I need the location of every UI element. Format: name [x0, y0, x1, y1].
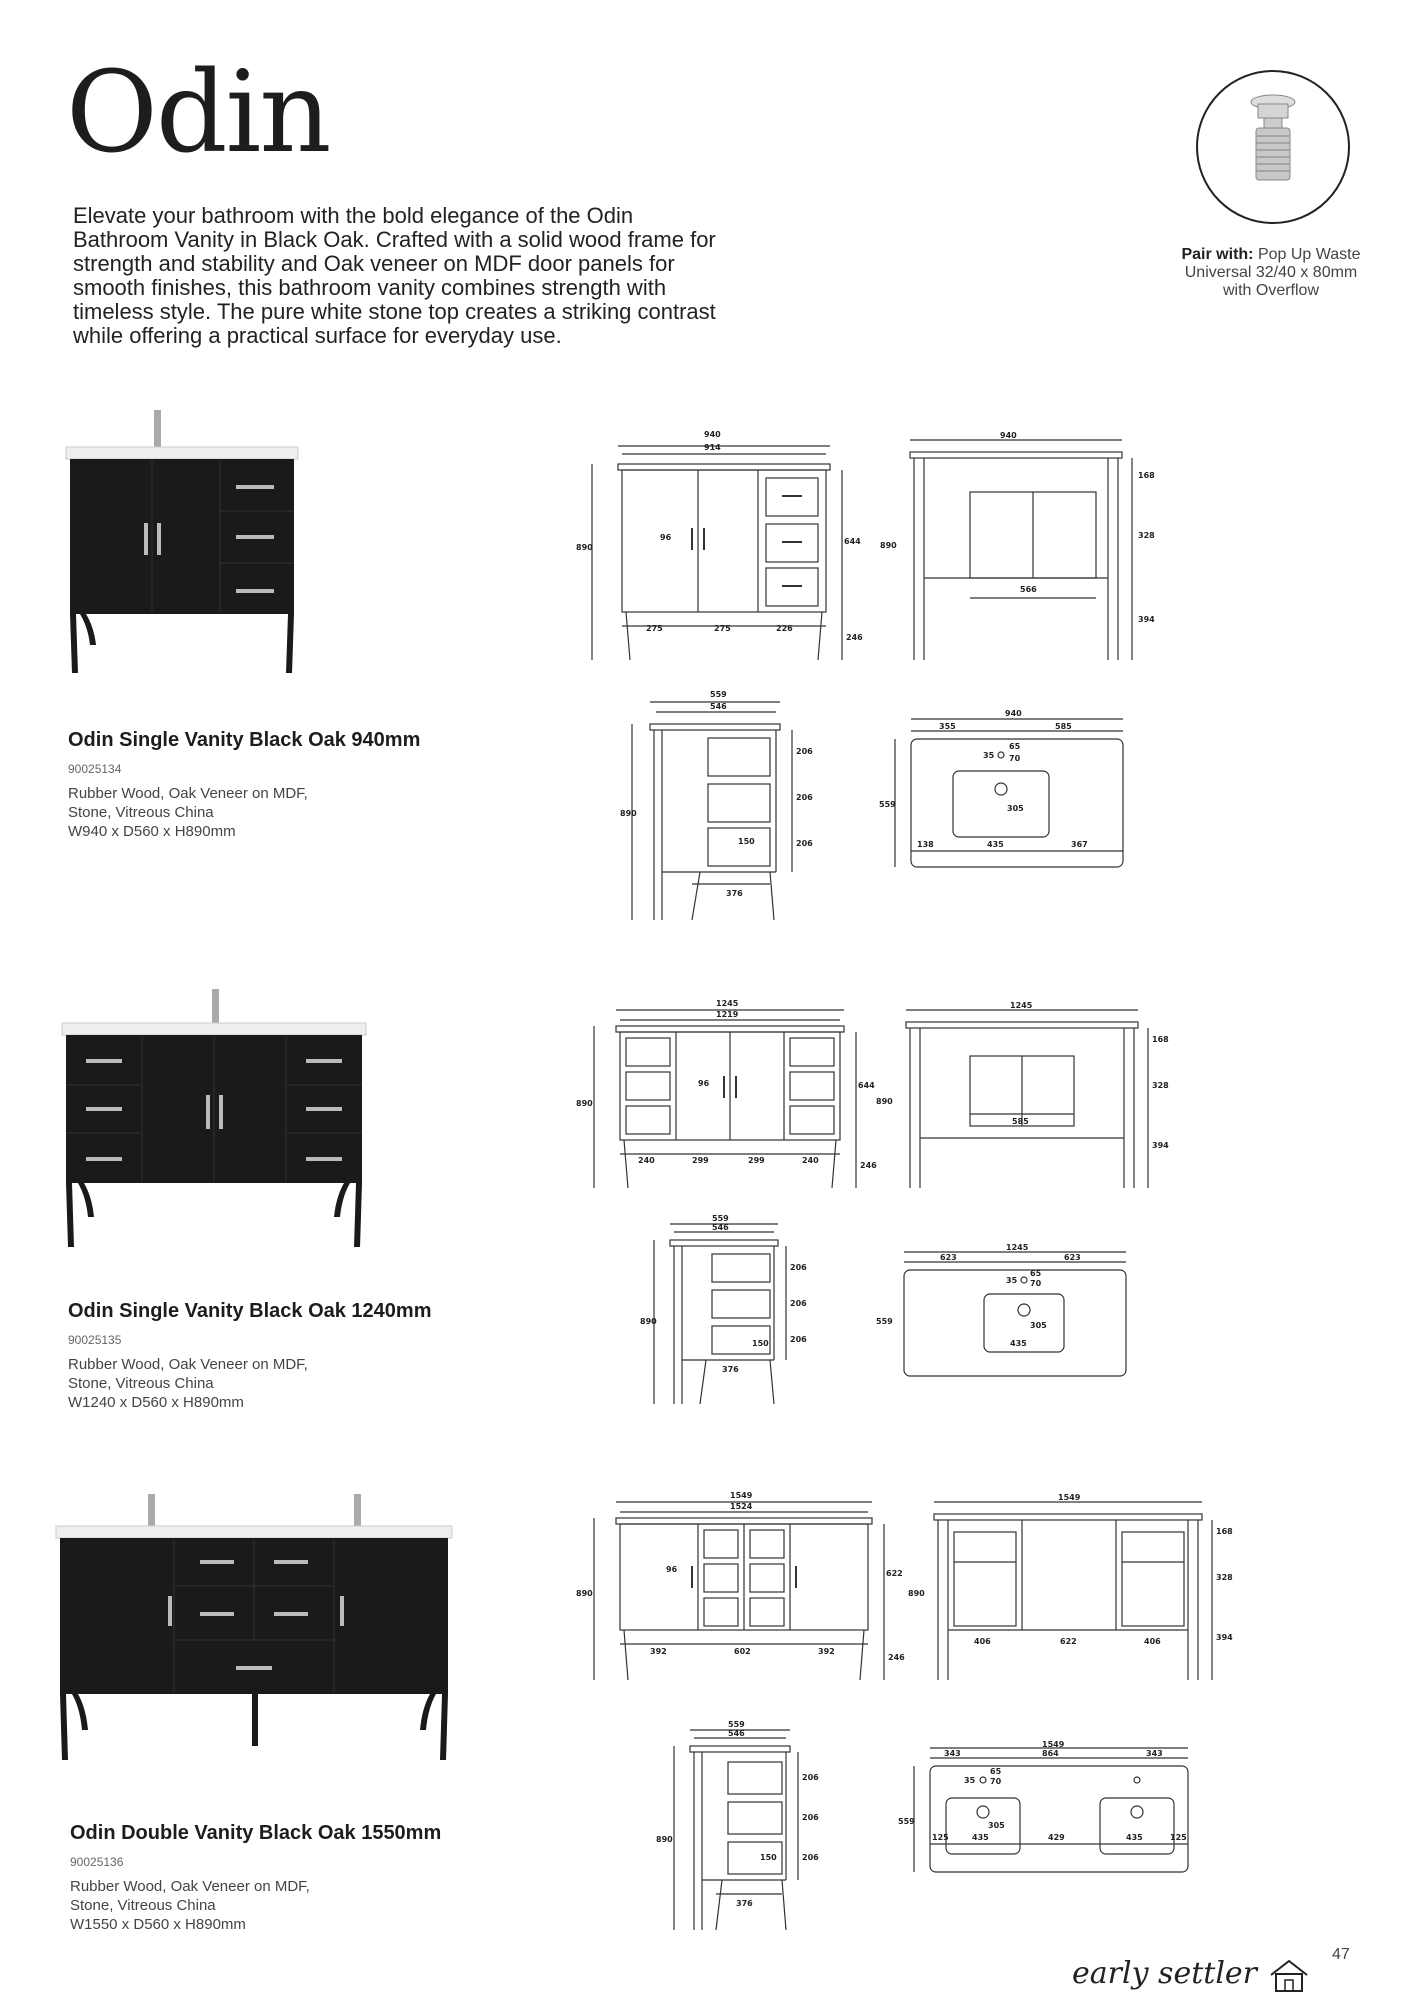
dim-col3: 299: [748, 1156, 765, 1165]
dim-basin-width: 435: [987, 840, 1004, 849]
side-elevation-940: [620, 688, 830, 928]
dim-height: 890: [908, 1589, 925, 1598]
brand-logo-text: early settler: [1072, 1956, 1258, 1991]
dim-right: 585: [1055, 722, 1072, 731]
product-code-1240: 90025135: [68, 1333, 122, 1347]
product-spec-1240: [68, 1355, 308, 1412]
back-elevation-1240: [876, 998, 1170, 1198]
front-elevation-1550: [576, 1490, 910, 1690]
pair-with-caption: [1160, 246, 1382, 300]
dim-row3: 206: [796, 839, 813, 848]
product-spec-940: [68, 784, 308, 841]
dim-row1: 206: [802, 1773, 819, 1782]
dim-tap-1: 65: [990, 1767, 1002, 1776]
pop-up-waste-image: [1196, 70, 1350, 224]
dim-body: 644: [844, 537, 861, 546]
dim-handle: 96: [698, 1079, 710, 1088]
dim-height: 890: [620, 809, 637, 818]
dim-edge-left: 138: [917, 840, 934, 849]
front-elevation-940: [576, 428, 870, 668]
dim-leg: 246: [888, 1653, 905, 1662]
dim-width-outer: 1245: [716, 999, 739, 1008]
dim-depth-inner: 546: [728, 1729, 745, 1738]
dim-bay1: 406: [974, 1637, 991, 1646]
dim-tap-1: 65: [1030, 1269, 1042, 1278]
dim-tap-2: 70: [1009, 754, 1021, 763]
dim-left: 623: [940, 1253, 957, 1262]
product-name-1550: Odin Double Vanity Black Oak 1550mm: [70, 1822, 442, 1844]
dim-basin1: 435: [972, 1833, 989, 1842]
dim-depth-outer: 559: [710, 690, 727, 699]
dim-edge-right: 367: [1071, 840, 1088, 849]
dim-depth: 559: [898, 1817, 915, 1826]
dim-depth: 559: [879, 800, 896, 809]
back-elevation-1550: [908, 1490, 1242, 1690]
material-line2: Stone, Vitreous China: [70, 1897, 216, 1914]
dim-basin-depth: 305: [1007, 804, 1024, 813]
dim-mid: 328: [1138, 531, 1155, 540]
dim-row1: 206: [796, 747, 813, 756]
dim-base: 376: [736, 1899, 753, 1908]
dim-basin-width: 435: [1010, 1339, 1027, 1348]
dim-body: 644: [858, 1081, 875, 1090]
product-photo-940: [66, 405, 306, 680]
dim-tap-hole: 35: [964, 1776, 976, 1785]
dim-col1: 275: [646, 624, 663, 633]
pair-with-line3: with Overflow: [1222, 282, 1320, 299]
dim-handle: 96: [660, 533, 672, 542]
dim-depth-outer: 559: [728, 1720, 745, 1729]
dim-height: 890: [876, 1097, 893, 1106]
dim-basin-depth: 305: [988, 1821, 1005, 1830]
dim-between: 429: [1048, 1833, 1065, 1842]
side-elevation-1240: [640, 1212, 820, 1412]
page-number: 47: [1332, 1946, 1350, 1963]
dim-bot: 394: [1152, 1141, 1169, 1150]
dim-opening: 585: [1012, 1117, 1029, 1126]
product-name-940: Odin Single Vanity Black Oak 940mm: [68, 729, 421, 751]
dim-depth: 559: [876, 1317, 893, 1326]
dim-tap-2: 70: [990, 1777, 1002, 1786]
dim-top: 168: [1138, 471, 1155, 480]
dim-opening: 566: [1020, 585, 1037, 594]
dim-row3: 206: [790, 1335, 807, 1344]
dim-mid: 328: [1216, 1573, 1233, 1582]
top-view-1550: [900, 1740, 1200, 1880]
dim-top: 168: [1216, 1527, 1233, 1536]
dimensions: W940 x D560 x H890mm: [68, 823, 236, 840]
material-line1: Rubber Wood, Oak Veneer on MDF,: [70, 1878, 310, 1895]
intro-paragraph: Elevate your bathroom with the bold elegance of the Odin Bathroom Vanity in Black Oak. Crafted with a solid wood frame for strength and stability and Oak veneer on MDF door panels for smooth finishes, this bathroom vanity combines strength with timeless style. The pure white stone top creates a striking contrast while offering a practical surface for everyday use.: [73, 203, 716, 348]
product-photo-1240: [62, 985, 372, 1255]
dim-inner: 864: [1042, 1749, 1059, 1758]
back-elevation-940: [880, 428, 1170, 668]
dim-width-outer: 940: [704, 430, 721, 439]
dim-height: 890: [880, 541, 897, 550]
top-view-1240: [876, 1242, 1140, 1382]
product-code-940: 90025134: [68, 762, 122, 776]
material-line2: Stone, Vitreous China: [68, 1375, 214, 1392]
dim-tap-2: 70: [1030, 1279, 1042, 1288]
product-photo-1550: [56, 1490, 456, 1770]
dim-bot: 394: [1138, 615, 1155, 624]
material-line1: Rubber Wood, Oak Veneer on MDF,: [68, 1356, 308, 1373]
dim-width-inner: 914: [704, 443, 721, 452]
dim-height: 890: [576, 1589, 593, 1598]
dim-depth-outer: 559: [712, 1214, 729, 1223]
pop-up-waste-icon: [1198, 72, 1348, 222]
pair-with-line2: Universal 32/40 x 80mm: [1184, 264, 1358, 281]
dim-width: 1245: [1010, 1001, 1033, 1010]
material-line1: Rubber Wood, Oak Veneer on MDF,: [68, 785, 308, 802]
dim-bay3: 406: [1144, 1637, 1161, 1646]
dim-row2: 206: [790, 1299, 807, 1308]
dim-drawer: 150: [752, 1339, 769, 1348]
dimensions: W1550 x D560 x H890mm: [70, 1916, 246, 1933]
product-name-1240: Odin Single Vanity Black Oak 1240mm: [68, 1300, 432, 1322]
dim-mid: 328: [1152, 1081, 1169, 1090]
dim-edge-right: 125: [1170, 1833, 1187, 1842]
pair-with-label: Pair with:: [1181, 246, 1254, 263]
dim-basin2: 435: [1126, 1833, 1143, 1842]
dim-body: 622: [886, 1569, 903, 1578]
dim-base: 376: [726, 889, 743, 898]
dim-col2: 299: [692, 1156, 709, 1165]
product-spec-1550: [70, 1877, 310, 1934]
house-icon: [1267, 1957, 1311, 1993]
pair-with-line1: Pop Up Waste: [1257, 246, 1361, 263]
dim-tap-hole: 35: [983, 751, 995, 760]
product-code-1550: 90025136: [70, 1855, 124, 1869]
dim-bot: 394: [1216, 1633, 1233, 1642]
dim-width: 1549: [1058, 1493, 1081, 1502]
dim-base: 376: [722, 1365, 739, 1374]
dim-width: 1549: [1042, 1740, 1065, 1749]
dim-row2: 206: [796, 793, 813, 802]
dim-col4: 240: [802, 1156, 819, 1165]
dim-drawer: 150: [738, 837, 755, 846]
side-elevation-1550: [656, 1718, 840, 1938]
dim-width-inner: 1524: [730, 1502, 753, 1511]
dim-bay2: 622: [1060, 1637, 1077, 1646]
dim-height: 890: [576, 543, 593, 552]
dim-right: 343: [1146, 1749, 1163, 1758]
material-line2: Stone, Vitreous China: [68, 804, 214, 821]
dim-col3: 392: [818, 1647, 835, 1656]
dim-width-inner: 1219: [716, 1010, 739, 1019]
dim-edge-left: 125: [932, 1833, 949, 1842]
dim-width: 940: [1005, 709, 1022, 718]
front-elevation-1240: [576, 998, 880, 1198]
dim-basin-depth: 305: [1030, 1321, 1047, 1330]
dim-tap-1: 65: [1009, 742, 1021, 751]
dim-right: 623: [1064, 1253, 1081, 1262]
dimensions: W1240 x D560 x H890mm: [68, 1394, 244, 1411]
dim-leg: 246: [860, 1161, 877, 1170]
dim-width-outer: 1549: [730, 1491, 753, 1500]
dim-height: 890: [656, 1835, 673, 1844]
dim-width: 1245: [1006, 1243, 1029, 1252]
top-view-940: [879, 705, 1145, 875]
dim-top: 168: [1152, 1035, 1169, 1044]
brand-logo: [1072, 1956, 1311, 1993]
dim-col1: 392: [650, 1647, 667, 1656]
dim-row3: 206: [802, 1853, 819, 1862]
page-title: Odin: [66, 48, 330, 178]
dim-height: 890: [640, 1317, 657, 1326]
dim-col2: 602: [734, 1647, 751, 1656]
dim-handle: 96: [666, 1565, 678, 1574]
dim-drawer: 150: [760, 1853, 777, 1862]
dim-col2: 275: [714, 624, 731, 633]
dim-depth-inner: 546: [712, 1223, 729, 1232]
dim-col3: 226: [776, 624, 793, 633]
dim-tap-hole: 35: [1006, 1276, 1018, 1285]
dim-height: 890: [576, 1099, 593, 1108]
dim-depth-inner: 546: [710, 702, 727, 711]
dim-left: 355: [939, 722, 956, 731]
dim-left: 343: [944, 1749, 961, 1758]
dim-row2: 206: [802, 1813, 819, 1822]
dim-col1: 240: [638, 1156, 655, 1165]
dim-leg: 246: [846, 633, 863, 642]
dim-row1: 206: [790, 1263, 807, 1272]
dim-width: 940: [1000, 431, 1017, 440]
